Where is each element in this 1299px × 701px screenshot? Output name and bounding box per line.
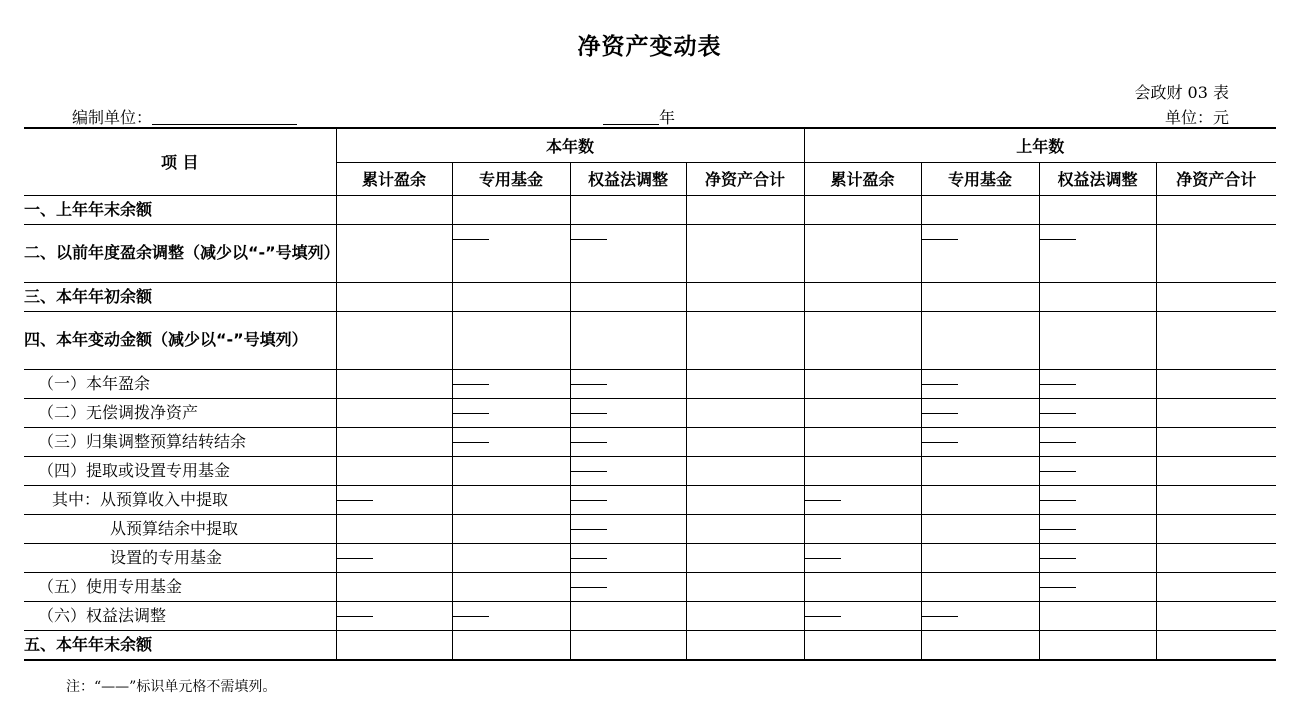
dash-mark bbox=[337, 500, 373, 501]
not-applicable-cell bbox=[804, 485, 921, 514]
not-applicable-cell bbox=[1039, 369, 1156, 398]
value-cell[interactable] bbox=[686, 369, 804, 398]
table-row bbox=[24, 195, 1276, 224]
dash-mark bbox=[337, 616, 373, 617]
dash-mark bbox=[571, 500, 607, 501]
unit-label: 单位：元 bbox=[1164, 108, 1229, 127]
not-applicable-cell bbox=[1039, 427, 1156, 456]
row-label: 设置的专用基金 bbox=[24, 543, 336, 572]
value-cell[interactable] bbox=[686, 630, 804, 660]
value-cell[interactable] bbox=[686, 514, 804, 543]
not-applicable-cell bbox=[921, 398, 1039, 427]
not-applicable-cell bbox=[570, 485, 686, 514]
dash-mark bbox=[805, 558, 841, 559]
footnote: 注：“——”标识单元格不需填列。 bbox=[66, 679, 277, 695]
value-cell[interactable] bbox=[921, 282, 1039, 311]
year-blank bbox=[603, 110, 659, 125]
form-code: 会政财 03 表 bbox=[1134, 83, 1229, 102]
value-cell[interactable] bbox=[336, 398, 452, 427]
value-cell[interactable] bbox=[686, 485, 804, 514]
value-cell[interactable] bbox=[570, 630, 686, 660]
value-cell[interactable] bbox=[921, 543, 1039, 572]
dash-mark bbox=[922, 239, 958, 240]
row-label: 一、上年年末余额 bbox=[24, 195, 336, 224]
not-applicable-cell bbox=[570, 224, 686, 282]
not-applicable-cell bbox=[804, 543, 921, 572]
value-cell[interactable] bbox=[921, 572, 1039, 601]
not-applicable-cell bbox=[921, 224, 1039, 282]
value-cell[interactable] bbox=[1156, 224, 1276, 282]
header-item: 项 目 bbox=[24, 128, 336, 195]
table-row bbox=[24, 601, 1276, 630]
value-cell[interactable] bbox=[336, 282, 452, 311]
value-cell[interactable] bbox=[921, 195, 1039, 224]
column-header: 专用基金 bbox=[921, 162, 1039, 195]
dash-mark bbox=[571, 587, 607, 588]
value-cell[interactable] bbox=[1039, 630, 1156, 660]
table-row bbox=[24, 311, 1276, 369]
not-applicable-cell bbox=[336, 485, 452, 514]
value-cell[interactable] bbox=[1156, 630, 1276, 660]
value-cell[interactable] bbox=[1156, 485, 1276, 514]
value-cell[interactable] bbox=[570, 311, 686, 369]
dash-mark bbox=[1040, 558, 1076, 559]
not-applicable-cell bbox=[452, 369, 570, 398]
org-field bbox=[72, 105, 297, 128]
not-applicable-cell bbox=[1039, 224, 1156, 282]
value-cell[interactable] bbox=[570, 601, 686, 630]
table-row bbox=[24, 543, 1276, 572]
not-applicable-cell bbox=[1039, 485, 1156, 514]
dash-mark bbox=[571, 239, 607, 240]
dash-mark bbox=[571, 384, 607, 385]
not-applicable-cell bbox=[570, 572, 686, 601]
value-cell[interactable] bbox=[921, 514, 1039, 543]
value-cell[interactable] bbox=[686, 224, 804, 282]
value-cell[interactable] bbox=[921, 456, 1039, 485]
dash-mark bbox=[453, 239, 489, 240]
row-label: （五）使用专用基金 bbox=[24, 572, 336, 601]
value-cell[interactable] bbox=[804, 456, 921, 485]
value-cell[interactable] bbox=[1156, 456, 1276, 485]
dash-mark bbox=[922, 442, 958, 443]
value-cell[interactable] bbox=[686, 543, 804, 572]
dash-mark bbox=[922, 384, 958, 385]
not-applicable-cell bbox=[452, 601, 570, 630]
value-cell[interactable] bbox=[921, 485, 1039, 514]
row-label: 四、本年变动金额（减少以“-”号填列） bbox=[24, 311, 336, 369]
column-header: 权益法调整 bbox=[1039, 162, 1156, 195]
not-applicable-cell bbox=[452, 427, 570, 456]
value-cell[interactable] bbox=[1156, 543, 1276, 572]
table-row bbox=[24, 427, 1276, 456]
value-cell[interactable] bbox=[336, 630, 452, 660]
value-cell[interactable] bbox=[452, 572, 570, 601]
row-label: 从预算结余中提取 bbox=[24, 514, 336, 543]
table-row bbox=[24, 485, 1276, 514]
dash-mark bbox=[453, 442, 489, 443]
not-applicable-cell bbox=[570, 543, 686, 572]
row-label: （四）提取或设置专用基金 bbox=[24, 456, 336, 485]
value-cell[interactable] bbox=[1156, 311, 1276, 369]
header-prior-year: 上年数 bbox=[804, 128, 1276, 162]
value-cell[interactable] bbox=[804, 369, 921, 398]
dash-mark bbox=[453, 616, 489, 617]
not-applicable-cell bbox=[570, 427, 686, 456]
table-row bbox=[24, 572, 1276, 601]
net-asset-change-table bbox=[24, 127, 1276, 661]
not-applicable-cell bbox=[921, 601, 1039, 630]
value-cell[interactable] bbox=[1156, 514, 1276, 543]
not-applicable-cell bbox=[1039, 398, 1156, 427]
not-applicable-cell bbox=[336, 543, 452, 572]
not-applicable-cell bbox=[452, 398, 570, 427]
not-applicable-cell bbox=[1039, 543, 1156, 572]
table-row bbox=[24, 630, 1276, 660]
column-header: 净资产合计 bbox=[1156, 162, 1276, 195]
value-cell[interactable] bbox=[452, 514, 570, 543]
org-label: 编制单位： bbox=[72, 108, 153, 127]
year-label: 年 bbox=[659, 108, 676, 127]
value-cell[interactable] bbox=[1156, 369, 1276, 398]
value-cell[interactable] bbox=[804, 427, 921, 456]
column-header: 净资产合计 bbox=[686, 162, 804, 195]
row-label: （二）无偿调拨净资产 bbox=[24, 398, 336, 427]
column-header: 累计盈余 bbox=[804, 162, 921, 195]
not-applicable-cell bbox=[804, 601, 921, 630]
not-applicable-cell bbox=[1039, 572, 1156, 601]
value-cell[interactable] bbox=[452, 195, 570, 224]
column-header: 权益法调整 bbox=[570, 162, 686, 195]
table-row bbox=[24, 398, 1276, 427]
value-cell[interactable] bbox=[804, 630, 921, 660]
value-cell[interactable] bbox=[452, 543, 570, 572]
table-row bbox=[24, 282, 1276, 311]
value-cell[interactable] bbox=[336, 572, 452, 601]
dash-mark bbox=[453, 384, 489, 385]
not-applicable-cell bbox=[336, 601, 452, 630]
table-row bbox=[24, 224, 1276, 282]
value-cell[interactable] bbox=[336, 427, 452, 456]
value-cell[interactable] bbox=[804, 572, 921, 601]
value-cell[interactable] bbox=[921, 630, 1039, 660]
value-cell[interactable] bbox=[1156, 195, 1276, 224]
table-row bbox=[24, 456, 1276, 485]
value-cell[interactable] bbox=[1156, 282, 1276, 311]
dash-mark bbox=[571, 471, 607, 472]
dash-mark bbox=[453, 413, 489, 414]
value-cell[interactable] bbox=[1039, 311, 1156, 369]
row-label: 其中：从预算收入中提取 bbox=[24, 485, 336, 514]
value-cell[interactable] bbox=[686, 427, 804, 456]
value-cell[interactable] bbox=[570, 282, 686, 311]
org-blank bbox=[152, 110, 297, 125]
dash-mark bbox=[337, 558, 373, 559]
value-cell[interactable] bbox=[1039, 282, 1156, 311]
dash-mark bbox=[571, 558, 607, 559]
not-applicable-cell bbox=[570, 398, 686, 427]
column-header: 专用基金 bbox=[452, 162, 570, 195]
value-cell[interactable] bbox=[1156, 601, 1276, 630]
value-cell[interactable] bbox=[686, 282, 804, 311]
row-label: （六）权益法调整 bbox=[24, 601, 336, 630]
value-cell[interactable] bbox=[804, 282, 921, 311]
header-current-year: 本年数 bbox=[336, 128, 804, 162]
dash-mark bbox=[1040, 587, 1076, 588]
value-cell[interactable] bbox=[686, 456, 804, 485]
year-field bbox=[603, 105, 675, 128]
dash-mark bbox=[1040, 384, 1076, 385]
column-header: 累计盈余 bbox=[336, 162, 452, 195]
row-label: （一）本年盈余 bbox=[24, 369, 336, 398]
value-cell[interactable] bbox=[336, 514, 452, 543]
value-cell[interactable] bbox=[336, 195, 452, 224]
value-cell[interactable] bbox=[1039, 601, 1156, 630]
value-cell[interactable] bbox=[686, 311, 804, 369]
dash-mark bbox=[571, 442, 607, 443]
value-cell[interactable] bbox=[452, 630, 570, 660]
not-applicable-cell bbox=[570, 514, 686, 543]
dash-mark bbox=[1040, 500, 1076, 501]
value-cell[interactable] bbox=[452, 282, 570, 311]
value-cell[interactable] bbox=[336, 456, 452, 485]
not-applicable-cell bbox=[921, 369, 1039, 398]
table-row bbox=[24, 514, 1276, 543]
value-cell[interactable] bbox=[686, 601, 804, 630]
dash-mark bbox=[1040, 471, 1076, 472]
value-cell[interactable] bbox=[1156, 572, 1276, 601]
dash-mark bbox=[805, 616, 841, 617]
not-applicable-cell bbox=[1039, 456, 1156, 485]
dash-mark bbox=[571, 413, 607, 414]
value-cell[interactable] bbox=[1156, 398, 1276, 427]
not-applicable-cell bbox=[921, 427, 1039, 456]
row-label: 五、本年年末余额 bbox=[24, 630, 336, 660]
value-cell[interactable] bbox=[1156, 427, 1276, 456]
dash-mark bbox=[805, 500, 841, 501]
row-label: （三）归集调整预算结转结余 bbox=[24, 427, 336, 456]
value-cell[interactable] bbox=[804, 195, 921, 224]
dash-mark bbox=[1040, 413, 1076, 414]
value-cell[interactable] bbox=[921, 311, 1039, 369]
row-label: 三、本年年初余额 bbox=[24, 282, 336, 311]
page-title: 净资产变动表 bbox=[577, 34, 722, 60]
not-applicable-cell bbox=[452, 224, 570, 282]
value-cell[interactable] bbox=[336, 311, 452, 369]
not-applicable-cell bbox=[570, 369, 686, 398]
table-row bbox=[24, 369, 1276, 398]
value-cell[interactable] bbox=[1039, 195, 1156, 224]
value-cell[interactable] bbox=[570, 195, 686, 224]
value-cell[interactable] bbox=[686, 572, 804, 601]
dash-mark bbox=[1040, 442, 1076, 443]
value-cell[interactable] bbox=[452, 456, 570, 485]
value-cell[interactable] bbox=[804, 311, 921, 369]
value-cell[interactable] bbox=[686, 398, 804, 427]
not-applicable-cell bbox=[570, 456, 686, 485]
row-label: 二、以前年度盈余调整（减少以“-”号填列） bbox=[24, 224, 336, 282]
value-cell[interactable] bbox=[336, 369, 452, 398]
dash-mark bbox=[1040, 239, 1076, 240]
dash-mark bbox=[571, 529, 607, 530]
value-cell[interactable] bbox=[336, 224, 452, 282]
value-cell[interactable] bbox=[452, 311, 570, 369]
value-cell[interactable] bbox=[686, 195, 804, 224]
dash-mark bbox=[922, 616, 958, 617]
value-cell[interactable] bbox=[804, 514, 921, 543]
value-cell[interactable] bbox=[804, 398, 921, 427]
not-applicable-cell bbox=[1039, 514, 1156, 543]
value-cell[interactable] bbox=[804, 224, 921, 282]
value-cell[interactable] bbox=[452, 485, 570, 514]
dash-mark bbox=[922, 413, 958, 414]
dash-mark bbox=[1040, 529, 1076, 530]
